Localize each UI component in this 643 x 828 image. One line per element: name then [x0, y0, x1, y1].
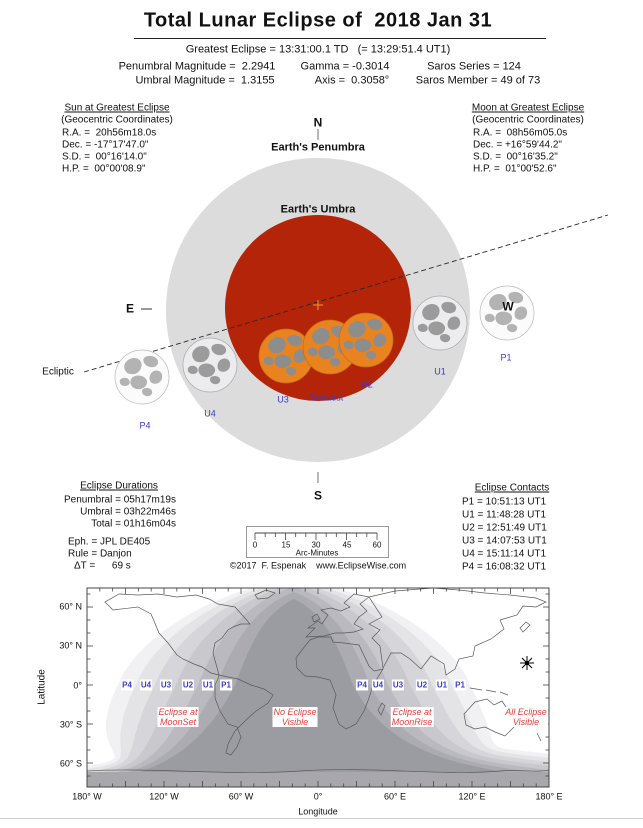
- ecliptic-label: Ecliptic: [42, 366, 74, 378]
- annotation-all-eclipse-visible: [504, 707, 548, 727]
- lon-tick-180w: 180° W: [72, 791, 102, 802]
- annotation-line: MoonRise: [391, 717, 433, 727]
- map-right-u1: U1: [436, 680, 448, 690]
- lat-tick-30s: 30° S: [59, 719, 82, 730]
- title-underline: [134, 38, 546, 39]
- lon-tick-0: 0°: [313, 791, 323, 802]
- rule: Rule = Danjon: [68, 548, 132, 560]
- moon-at-u1: [413, 296, 467, 350]
- contact-time-u3: U3 = 14:07:53 UT1: [462, 535, 547, 547]
- contact-time-u2: U2 = 12:51:49 UT1: [462, 522, 547, 534]
- sun-block-subheading: (Geocentric Coordinates): [61, 114, 173, 126]
- annotation-line: Eclipse at: [158, 707, 198, 717]
- scale-tick-0: 0: [252, 540, 258, 550]
- scale-tick-30: 30: [311, 540, 321, 550]
- page-bottom-rule: [0, 818, 643, 819]
- lon-tick-120e: 120° E: [458, 791, 486, 802]
- map-left-u1: U1: [202, 680, 214, 690]
- map-right-u2: U2: [416, 680, 428, 690]
- sun-sd: S.D. = 00°16'14.0": [62, 151, 147, 163]
- moon-at-u2: [339, 313, 393, 367]
- north-label: N: [313, 115, 323, 130]
- lon-tick-180e: 180° E: [535, 791, 563, 802]
- map-xlabel: Longitude: [298, 806, 338, 817]
- annotation-eclipse-at-moonrise: [391, 707, 434, 727]
- lat-tick-30n: 30° N: [59, 640, 82, 651]
- contact-time-p4: P4 = 16:08:32 UT1: [462, 561, 547, 573]
- lon-tick-120w: 120° W: [149, 791, 179, 802]
- annotation-eclipse-at-moonset: [157, 707, 198, 727]
- sublunar-point-marker: [520, 656, 534, 670]
- lat-tick-60n: 60° N: [59, 601, 82, 612]
- west-label: W: [502, 299, 514, 314]
- sun-hp: H.P. = 00°00'08.9": [62, 163, 146, 175]
- duration-penumbral: Penumbral = 05h17m19s: [63, 494, 176, 506]
- penumbral-magnitude: Penumbral Magnitude = 2.2941: [118, 60, 276, 73]
- map-right-u3: U3: [392, 680, 404, 690]
- contact-label-greatest: Greatest: [308, 392, 344, 403]
- scale-tick-45: 45: [342, 540, 352, 550]
- annotation-line: No Eclipse: [273, 707, 317, 717]
- moon-at-u4: [183, 338, 237, 392]
- scale-tick-15: 15: [281, 540, 291, 550]
- map-right-p1: P1: [455, 680, 465, 690]
- map-left-u2: U2: [182, 680, 194, 690]
- ephemeris: Eph. = JPL DE405: [68, 536, 151, 548]
- contact-label-u4: U4: [204, 408, 216, 419]
- sun-dec: Dec. = -17°17'47.0": [62, 139, 149, 151]
- moon-ra: R.A. = 08h56m05.0s: [473, 127, 568, 139]
- contact-time-u4: U4 = 15:11:14 UT1: [462, 548, 547, 560]
- umbra-label: Earth's Umbra: [280, 203, 356, 216]
- delta-t: ΔT = 69 s: [74, 560, 131, 572]
- scale-unit: Arc-Minutes: [295, 548, 339, 558]
- contact-label-p1: P1: [500, 352, 512, 363]
- contact-time-p1: P1 = 10:51:13 UT1: [462, 496, 547, 508]
- contacts-heading: Eclipse Contacts: [474, 482, 550, 494]
- penumbra-label: Earth's Penumbra: [271, 141, 365, 154]
- lon-tick-60e: 60° E: [383, 791, 407, 802]
- lat-tick-60s: 60° S: [59, 758, 82, 769]
- duration-umbral: Umbral = 03h22m46s: [80, 506, 176, 518]
- annotation-line: Visible: [281, 717, 309, 727]
- contact-label-u1: U1: [434, 366, 446, 377]
- annotation-line: MoonSet: [159, 717, 197, 727]
- south-label: S: [313, 488, 323, 503]
- annotation-line: Eclipse at: [392, 707, 432, 717]
- contact-label-u2: U2: [361, 379, 373, 390]
- annotation-no-eclipse-visible: [272, 707, 317, 727]
- moon-sd: S.D. = 00°16'35.2": [473, 151, 558, 163]
- greatest-eclipse-line: Greatest Eclipse = 13:31:00.1 TD (= 13:29:51.4 UT1): [185, 43, 451, 56]
- moon-block-heading: Moon at Greatest Eclipse: [471, 102, 585, 114]
- sun-ra: R.A. = 20h56m18.0s: [62, 127, 157, 139]
- moon-block-subheading: (Geocentric Coordinates): [472, 114, 584, 126]
- saros-member: Saros Member = 49 of 73: [415, 74, 541, 87]
- map-right-p4: P4: [357, 680, 367, 690]
- gamma-value: Gamma = -0.3014: [300, 60, 390, 73]
- annotation-line: Visible: [512, 717, 540, 727]
- moon-dec: Dec. = +16°59'44.2": [473, 139, 562, 151]
- contact-label-p4: P4: [139, 420, 151, 431]
- contact-label-u3: U3: [277, 394, 289, 405]
- lon-tick-60w: 60° W: [228, 791, 254, 802]
- durations-heading: Eclipse Durations: [80, 480, 158, 492]
- moon-at-p4: [115, 350, 169, 404]
- map-right-u4: U4: [372, 680, 384, 690]
- saros-series: Saros Series = 124: [427, 60, 521, 73]
- lat-tick-0: 0°: [73, 680, 82, 691]
- contact-time-u1: U1 = 11:48:28 UT1: [462, 509, 547, 521]
- axis-value: Axis = 0.3058°: [314, 74, 390, 87]
- map-ylabel: Latitude: [36, 669, 48, 705]
- map-left-u4: U4: [140, 680, 152, 690]
- scale-tick-60: 60: [372, 540, 382, 550]
- map-left-p1: P1: [221, 680, 231, 690]
- map-left-u3: U3: [160, 680, 172, 690]
- sun-block-heading: Sun at Greatest Eclipse: [64, 102, 170, 114]
- map-left-p4: P4: [122, 680, 132, 690]
- page-title: Total Lunar Eclipse of 2018 Jan 31: [143, 9, 493, 32]
- umbral-magnitude: Umbral Magnitude = 1.3155: [135, 74, 275, 87]
- east-label: E: [125, 301, 135, 316]
- moon-hp: H.P. = 01°00'52.6": [473, 163, 557, 175]
- annotation-line: All Eclipse: [505, 707, 547, 717]
- duration-total: Total = 01h16m04s: [91, 518, 176, 530]
- credit-line: ©2017 F. Espenak www.EclipseWise.com: [229, 560, 407, 571]
